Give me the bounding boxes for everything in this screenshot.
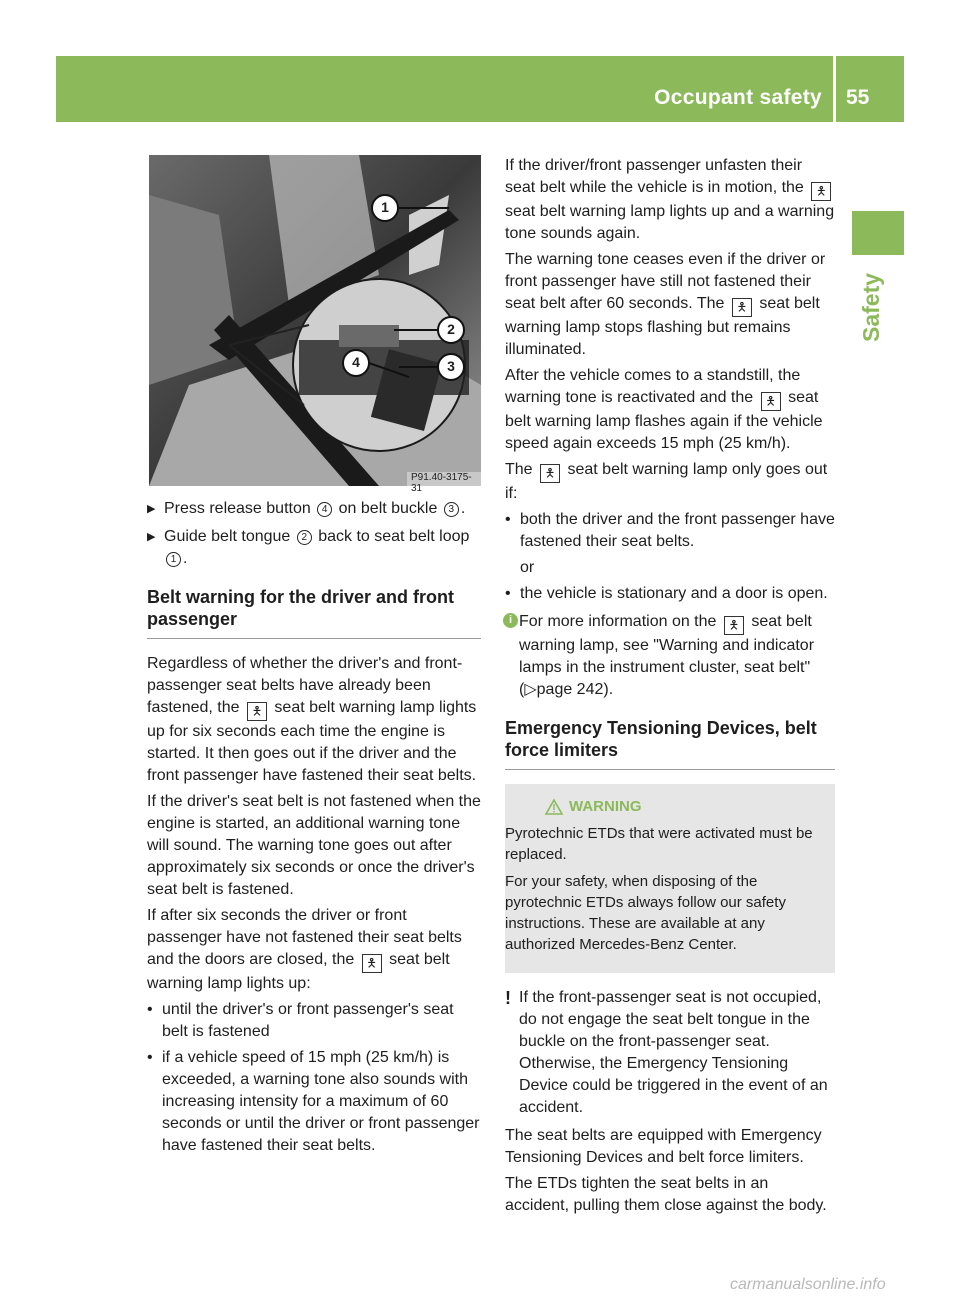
paragraph: If the driver's seat belt is not fastened when the engine is started, an additional warning tone will sound. The warning tone goes out after approximately six seconds or once the driver's seat belt is fastened. [147,793,481,898]
seat-belt-warning-icon: 🯅 [540,464,560,483]
section-heading: Belt warning for the driver and front passenger [147,586,481,639]
instruction-step: ▶ Guide belt tongue 2 back to seat belt loop 1 . [147,528,470,567]
step-arrow-icon: ▶ [147,503,156,515]
warning-box [505,784,835,973]
step-arrow-icon: ▶ [147,531,156,543]
seat-belt-warning-icon: 🯅 [811,182,831,201]
header-divider [833,56,836,122]
callout-4-label: 4 [352,354,360,370]
reference-number: 3 [444,502,459,517]
reference-number: 4 [317,502,332,517]
warning-text: Pyrotechnic ETDs that were activated must be replaced. [505,825,813,863]
figure-code: P91.40-3175-31 [411,472,472,494]
page-number: 55 [846,86,870,109]
right-column [505,155,835,1221]
seat-belt-buckle-photo [149,155,481,494]
paragraph: After the vehicle comes to a standstill, the warning tone is reactivated and the 🯅 seat belt warning lamp flashes again if the vehicle speed again exceeds 15 mph (25 km/h). [505,367,823,452]
reference-number: 1 [166,552,181,567]
info-note: i For more information on the 🯅 seat belt warning lamp, see "Warning and indicator lamps in the instrument cluster, seat belt" (▷page 242). [505,611,835,701]
left-column [147,498,481,1161]
page-reference-link[interactable]: page 242). [536,681,614,698]
paragraph: If after six seconds the driver or front passenger have not fastened their seat belts and the doors are closed, the 🯅 seat belt warning lamp lights up: [147,907,462,992]
paragraph: The warning tone ceases even if the driver or front passenger have still not fastened their seat belt after 60 seconds. The 🯅 seat belt warning lamp stops flashing but remains illuminated. [505,251,826,358]
warning-text: For your safety, when disposing of the pyrotechnic ETDs always follow our safety instructions. These are available at any authorized Mercedes-Benz Center. [505,873,786,953]
watermark: carmanualsonline.info [730,1276,886,1293]
list-item: • the vehicle is stationary and a door is open. [505,585,828,602]
page-title: Occupant safety [654,86,822,109]
seat-belt-warning-icon: 🯅 [247,702,267,721]
or-text: or [520,559,535,576]
reference-number: 2 [297,530,312,545]
caution-icon: ! [505,988,511,1008]
list-item: • until the driver's or front passenger's seat belt is fastened [147,1001,454,1040]
section-tab-marker [852,211,904,255]
seat-belt-warning-icon: 🯅 [761,392,781,411]
caution-note: ! If the front-passenger seat is not occupied, do not engage the seat belt tongue in the buckle on the front-passenger seat. Otherwise, the Emergency Tensioning Device could be triggered in the event of an accident. [505,988,828,1116]
paragraph: Regardless of whether the driver's and front-passenger seat belts have already been fastened, the 🯅 seat belt warning lamp lights up for six seconds each time the engine is started. It then goes out if the driver and the front passenger have fastened their seat belts. [147,655,477,784]
list-item: • if a vehicle speed of 15 mph (25 km/h) is exceeded, a warning tone also sounds with increasing intensity for a maximum of 60 seconds or until the driver or front passenger have fastened their seat belts. [147,1049,480,1154]
warning-label: WARNING [569,798,642,815]
paragraph: If the driver/front passenger unfasten their seat belt while the vehicle is in motion, the 🯅 seat belt warning lamp lights up and a warning tone sounds again. [505,157,835,242]
callout-3-label: 3 [447,358,455,374]
list-item: • both the driver and the front passenger have fastened their seat belts. [505,511,835,550]
callout-2-label: 2 [447,321,455,337]
warning-triangle-icon [545,799,563,815]
photo-illustration [149,155,481,486]
section-label: Safety [858,272,884,342]
instruction-step: ▶ Press release button 4 on belt buckle 3 . [147,498,481,520]
info-icon: i [503,613,518,628]
paragraph: The 🯅 seat belt warning lamp only goes out if: [505,461,828,502]
section-heading: Emergency Tensioning Devices, belt force limiters [505,717,835,770]
callout-1-label: 1 [381,199,389,215]
paragraph: The ETDs tighten the seat belts in an accident, pulling them close against the body. [505,1175,827,1214]
seat-belt-warning-icon: 🯅 [362,954,382,973]
page-reference-arrow-icon: ▷ [524,681,537,698]
seat-belt-warning-icon: 🯅 [732,298,752,317]
paragraph: The seat belts are equipped with Emergency Tensioning Devices and belt force limiters. [505,1127,822,1166]
seat-belt-warning-icon: 🯅 [724,616,744,635]
